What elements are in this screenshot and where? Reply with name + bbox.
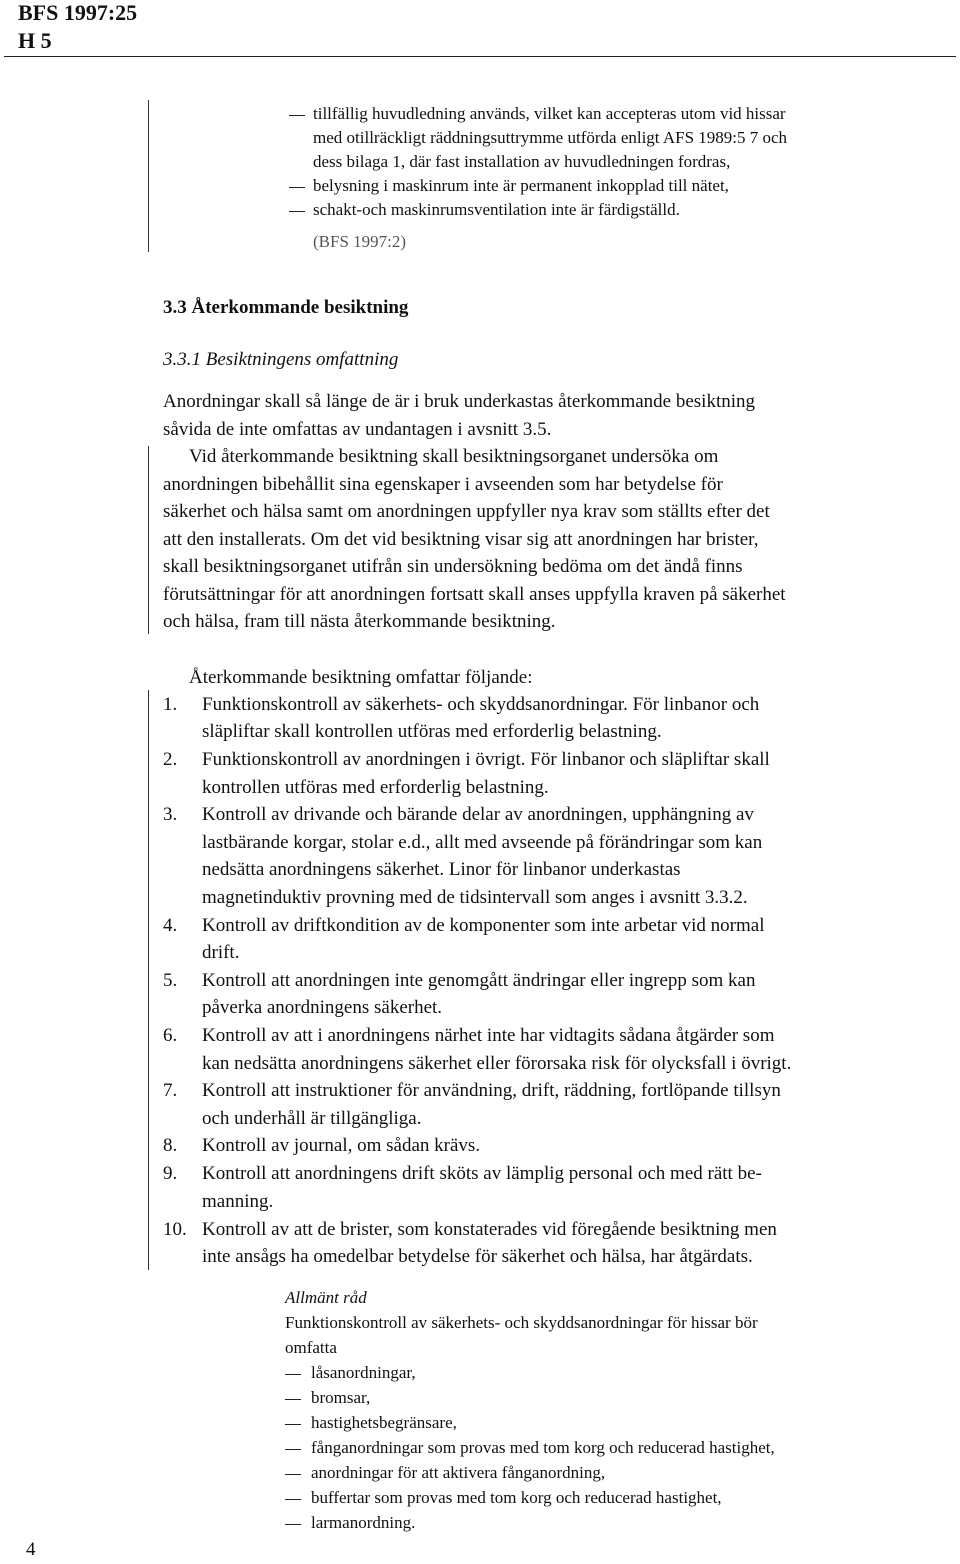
advice-bullet: fånganordningar som provas med tom korg och reducerad hastighet, (311, 1438, 775, 1457)
advice-intro-line: omfatta (285, 1338, 337, 1357)
list-item-line: Funktionskontroll av säkerhets- och skyddsanordningar. För linbanor och (202, 694, 760, 715)
advice-bullet: larmanordning. (311, 1513, 416, 1532)
advice-bullet: hastighetsbegränsare, (311, 1413, 457, 1432)
document-id: BFS 1997:25 (18, 0, 138, 25)
advice-intro-line: Funktionskontroll av säkerhets- och skyddsanordningar för hissar bör (285, 1313, 758, 1332)
section-code: H 5 (18, 28, 52, 53)
list-number: 2. (163, 749, 178, 770)
list-number: 9. (163, 1163, 178, 1184)
dash-bullet (285, 1399, 301, 1400)
dash-bullet (285, 1424, 301, 1425)
change-bar-top (148, 100, 149, 252)
list-item-line: Kontroll av journal, om sådan krävs. (202, 1135, 481, 1156)
list-number: 3. (163, 804, 178, 825)
subsection-heading: 3.3.1 Besiktningens omfattning (163, 349, 399, 370)
paragraph-line: att den installerats. Om det vid besiktning visar sig att anordningen har brister, (163, 529, 759, 550)
page-number: 4 (26, 1539, 36, 1560)
dash-bullet (285, 1524, 301, 1525)
list-number: 1. (163, 694, 178, 715)
list-item-line: manning. (202, 1191, 274, 1212)
bullet-line: schakt-och maskinrumsventilation inte är färdigställd. (313, 200, 680, 219)
advice-title: Allmänt råd (285, 1288, 367, 1307)
dash-bullet (289, 211, 305, 212)
list-item-line: och underhåll är tillgängliga. (202, 1108, 422, 1129)
list-item-line: lastbärande korgar, stolar e.d., allt med avseende på förändringar som kan (202, 832, 763, 853)
list-number: 10. (163, 1219, 187, 1240)
list-item-line: kan nedsätta anordningens säkerhet eller förorsaka risk för olycksfall i övrigt. (202, 1053, 792, 1074)
list-number: 8. (163, 1135, 178, 1156)
paragraph-line: såvida de inte omfattas av undantagen i avsnitt 3.5. (163, 419, 552, 440)
advice-bullet: bromsar, (311, 1388, 371, 1407)
list-number: 5. (163, 970, 178, 991)
paragraph-line: skall besiktningsorganet utifrån sin undersökning bedöma om det ändå finns (163, 556, 743, 577)
dash-bullet (285, 1374, 301, 1375)
header-divider (4, 56, 956, 57)
list-item-line: Kontroll av drivande och bärande delar av anordningen, upphängning av (202, 804, 754, 825)
list-item-line: påverka anordningens säkerhet. (202, 997, 443, 1018)
list-item-line: Kontroll att anordningen inte genomgått ändringar eller ingrepp som kan (202, 970, 756, 991)
bullet-line: tillfällig huvudledning används, vilket kan accepteras utom vid hissar (313, 104, 786, 123)
list-item-line: inte ansågs ha omedelbar betydelse för säkerhet och hälsa, har åtgärdats. (202, 1246, 753, 1267)
bullet-line: belysning i maskinrum inte är permanent inkopplad till nätet, (313, 176, 729, 195)
paragraph-line: säkerhet och hälsa samt om anordningen uppfyller nya krav som ställts efter det (163, 501, 770, 522)
bullet-line: med otillräckligt räddningsuttrymme utförda enligt AFS 1989:5 7 och (313, 128, 788, 147)
list-item-line: Kontroll att anordningens drift sköts av lämplig personal och med rätt be- (202, 1163, 762, 1184)
list-number: 7. (163, 1080, 178, 1101)
list-item-line: Kontroll att instruktioner för användning, drift, räddning, fortlöpande tillsyn (202, 1080, 781, 1101)
list-intro: Återkommande besiktning omfattar följande: (189, 667, 533, 688)
list-number: 4. (163, 915, 178, 936)
list-number: 6. (163, 1025, 178, 1046)
bullet-line: dess bilaga 1, där fast installation av huvudledningen fordras, (313, 152, 731, 171)
list-item-line: Kontroll av att i anordningens närhet inte har vidtagits sådana åtgärder som (202, 1025, 775, 1046)
dash-bullet (285, 1499, 301, 1500)
amendment-reference: (BFS 1997:2) (313, 232, 407, 251)
paragraph-line: anordningen bibehållit sina egenskaper i avseenden som har betydelse för (163, 474, 723, 495)
section-heading: 3.3 Återkommande besiktning (163, 297, 409, 318)
advice-bullet: anordningar för att aktivera fånganordning, (311, 1463, 606, 1482)
dash-bullet (285, 1474, 301, 1475)
advice-bullet: buffertar som provas med tom korg och reducerad hastighet, (311, 1488, 722, 1507)
list-item-line: Kontroll av att de brister, som konstaterades vid föregående besiktning men (202, 1219, 777, 1240)
list-item-line: Kontroll av driftkondition av de komponenter som inte arbetar vid normal (202, 915, 765, 936)
dash-bullet (285, 1449, 301, 1450)
change-bar-middle (148, 446, 149, 634)
list-item-line: drift. (202, 942, 240, 963)
dash-bullet (289, 115, 305, 116)
advice-bullet: låsanordningar, (311, 1363, 416, 1382)
paragraph-line: Vid återkommande besiktning skall besiktningsorganet undersöka om (189, 446, 719, 467)
list-item-line: släpliftar skall kontrollen utföras med erforderlig belastning. (202, 721, 662, 742)
paragraph-line: Anordningar skall så länge de är i bruk underkastas återkommande besiktning (163, 391, 755, 412)
list-item-line: magnetinduktiv provning med de tidsintervall som anges i avsnitt 3.3.2. (202, 887, 748, 908)
list-item-line: kontrollen utföras med erforderlig belastning. (202, 777, 549, 798)
change-bar-list (148, 690, 149, 1270)
dash-bullet (289, 187, 305, 188)
list-item-line: nedsätta anordningens säkerhet. Linor för linbanor underkastas (202, 859, 681, 880)
paragraph-line: och hälsa, fram till nästa återkommande besiktning. (163, 611, 556, 632)
list-item-line: Funktionskontroll av anordningen i övrigt. För linbanor och släpliftar skall (202, 749, 770, 770)
paragraph-line: förutsättningar för att anordningen fortsatt skall anses uppfylla kraven på säkerhet (163, 584, 786, 605)
